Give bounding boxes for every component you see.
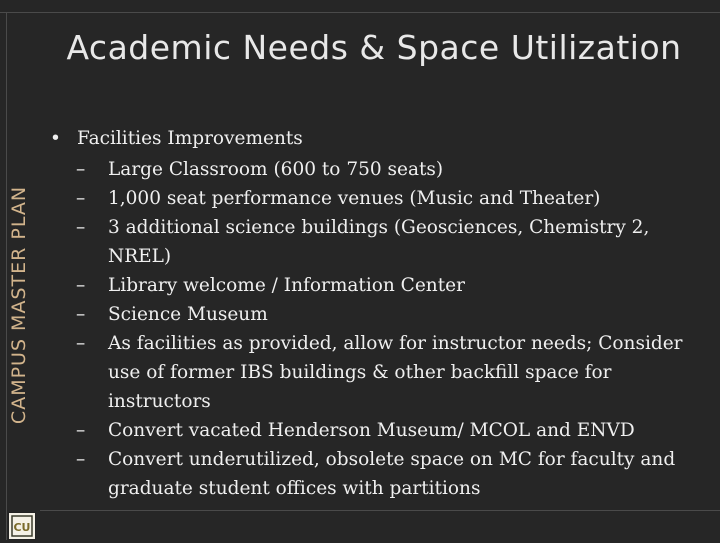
cu-logo-graphic [9, 513, 35, 539]
dash-icon: – [76, 187, 86, 209]
sub-item [50, 416, 700, 445]
top-rule [0, 12, 720, 13]
bullet-dot-icon: • [50, 128, 61, 149]
dash-icon: – [76, 419, 86, 441]
sub-item [50, 300, 700, 329]
sub-item-text: As facilities as provided, allow for instructor needs; Consider use of former IBS buildings & other backfill space for instructors [108, 332, 683, 412]
sub-item [50, 329, 700, 416]
sub-item [50, 155, 700, 184]
sub-item-text: Convert vacated Henderson Museum/ MCOL and ENVD [108, 419, 635, 441]
dash-icon: – [76, 332, 86, 354]
dash-icon: – [76, 303, 86, 325]
cu-logo-icon [8, 512, 36, 540]
sub-item [50, 184, 700, 213]
sub-item-text: Large Classroom (600 to 750 seats) [108, 158, 444, 180]
dash-icon: – [76, 448, 86, 470]
sub-item-text: 1,000 seat performance venues (Music and Theater) [108, 187, 601, 209]
sub-item-text: Library welcome / Information Center [108, 274, 465, 296]
dash-icon: – [76, 274, 86, 296]
logo-text: CU [13, 521, 31, 534]
sub-item-text: 3 additional science buildings (Geosciences, Chemistry 2, NREL) [108, 216, 650, 267]
sidebar-vertical-title: CAMPUS MASTER PLAN [8, 185, 30, 425]
bullet-label: Facilities Improvements [77, 128, 303, 149]
sub-item-text: Convert underutilized, obsolete space on MC for faculty and graduate student offices with partitions [108, 448, 676, 499]
bottom-rule [40, 510, 720, 511]
bullet-item [50, 124, 700, 155]
sub-item [50, 445, 700, 503]
slide-title: Academic Needs & Space Utilization [66, 28, 682, 67]
sub-item [50, 271, 700, 300]
dash-icon: – [76, 158, 86, 180]
slide-body [50, 124, 700, 503]
dash-icon: – [76, 216, 86, 238]
sub-item-text: Science Museum [108, 303, 268, 325]
sub-item [50, 213, 700, 271]
